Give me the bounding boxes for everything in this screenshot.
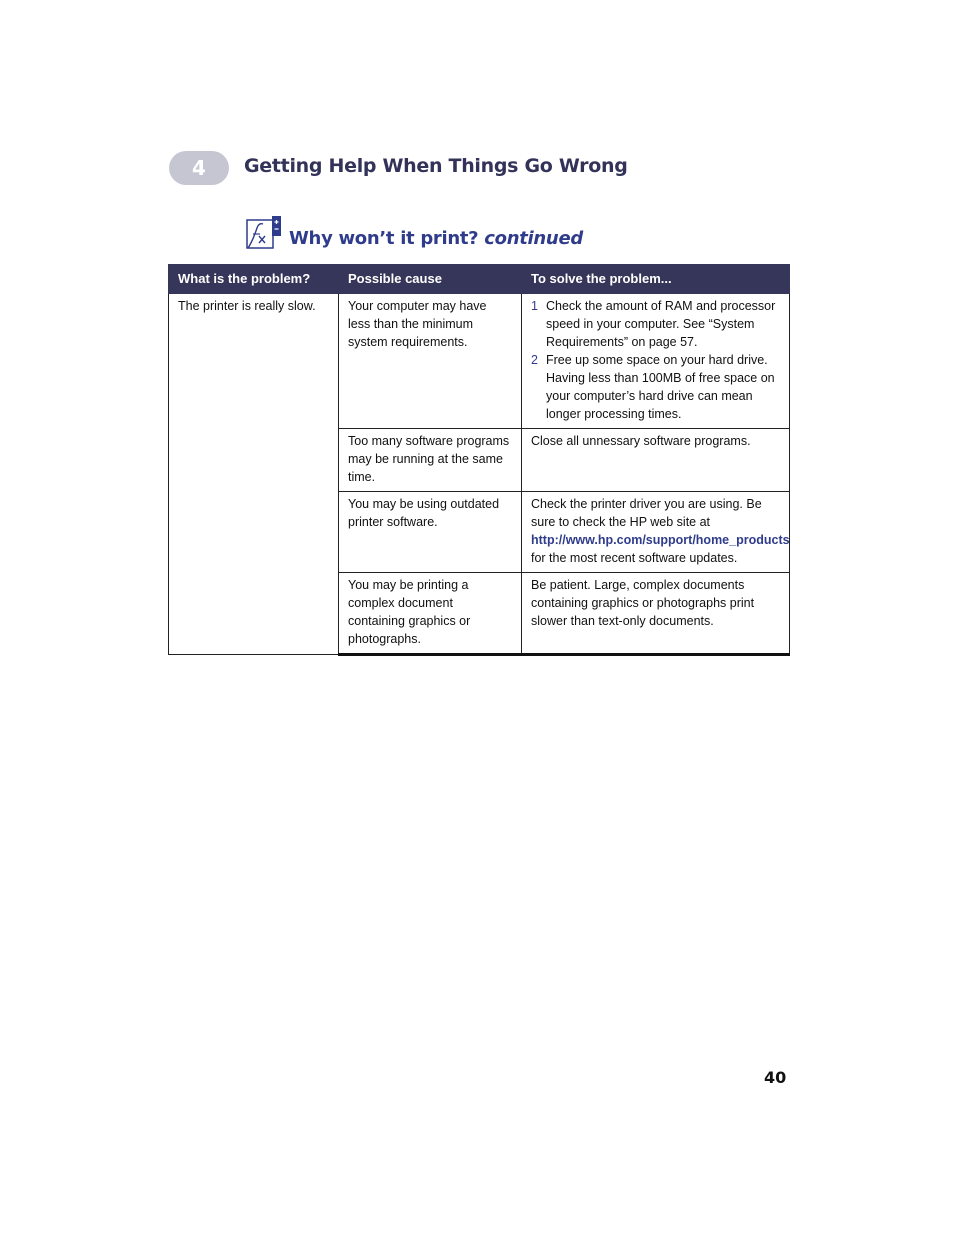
- section-title-continued: continued: [484, 228, 583, 249]
- solution-text: Check the printer driver you are using. Be sure to check the HP web site at: [531, 497, 762, 529]
- table-row: [169, 294, 790, 429]
- solution-text: for the most recent software updates.: [531, 551, 738, 565]
- chapter-number-badge: 4: [169, 151, 229, 185]
- section-title: [289, 228, 583, 249]
- step-number: 2: [531, 353, 538, 367]
- solution-step: [531, 351, 780, 423]
- solution-cell: Close all unnessary software programs.: [522, 429, 790, 492]
- troubleshooting-fx-icon: [244, 214, 282, 250]
- step-number: 1: [531, 299, 538, 313]
- troubleshooting-table: [168, 264, 790, 656]
- step-text: Check the amount of RAM and processor speed in your computer. See “System Requirements” on page 57.: [546, 299, 776, 349]
- page-number: 40: [764, 1068, 787, 1087]
- hp-support-link[interactable]: http://www.hp.com/support/home_products: [531, 533, 790, 547]
- problem-cell: The printer is really slow.: [169, 294, 339, 655]
- column-header-solution: To solve the problem...: [522, 265, 790, 294]
- cause-cell: You may be using outdated printer software.: [339, 492, 522, 573]
- step-text: Free up some space on your hard drive. Having less than 100MB of free space on your computer’s hard drive can mean longer processing times.: [546, 353, 775, 421]
- solution-cell: Be patient. Large, complex documents containing graphics or photographs print slower than text-only documents.: [522, 573, 790, 655]
- section-title-main: Why won’t it print?: [289, 228, 479, 249]
- solution-step: [531, 297, 780, 351]
- table-header-row: [169, 265, 790, 294]
- solution-cell: [522, 492, 790, 573]
- cause-cell: Too many software programs may be running at the same time.: [339, 429, 522, 492]
- column-header-problem: What is the problem?: [169, 265, 339, 294]
- column-header-cause: Possible cause: [339, 265, 522, 294]
- cause-cell: You may be printing a complex document containing graphics or photographs.: [339, 573, 522, 655]
- chapter-title: Getting Help When Things Go Wrong: [244, 155, 628, 177]
- solution-steps: [531, 297, 780, 423]
- cause-cell: Your computer may have less than the minimum system requirements.: [339, 294, 522, 429]
- solution-cell: [522, 294, 790, 429]
